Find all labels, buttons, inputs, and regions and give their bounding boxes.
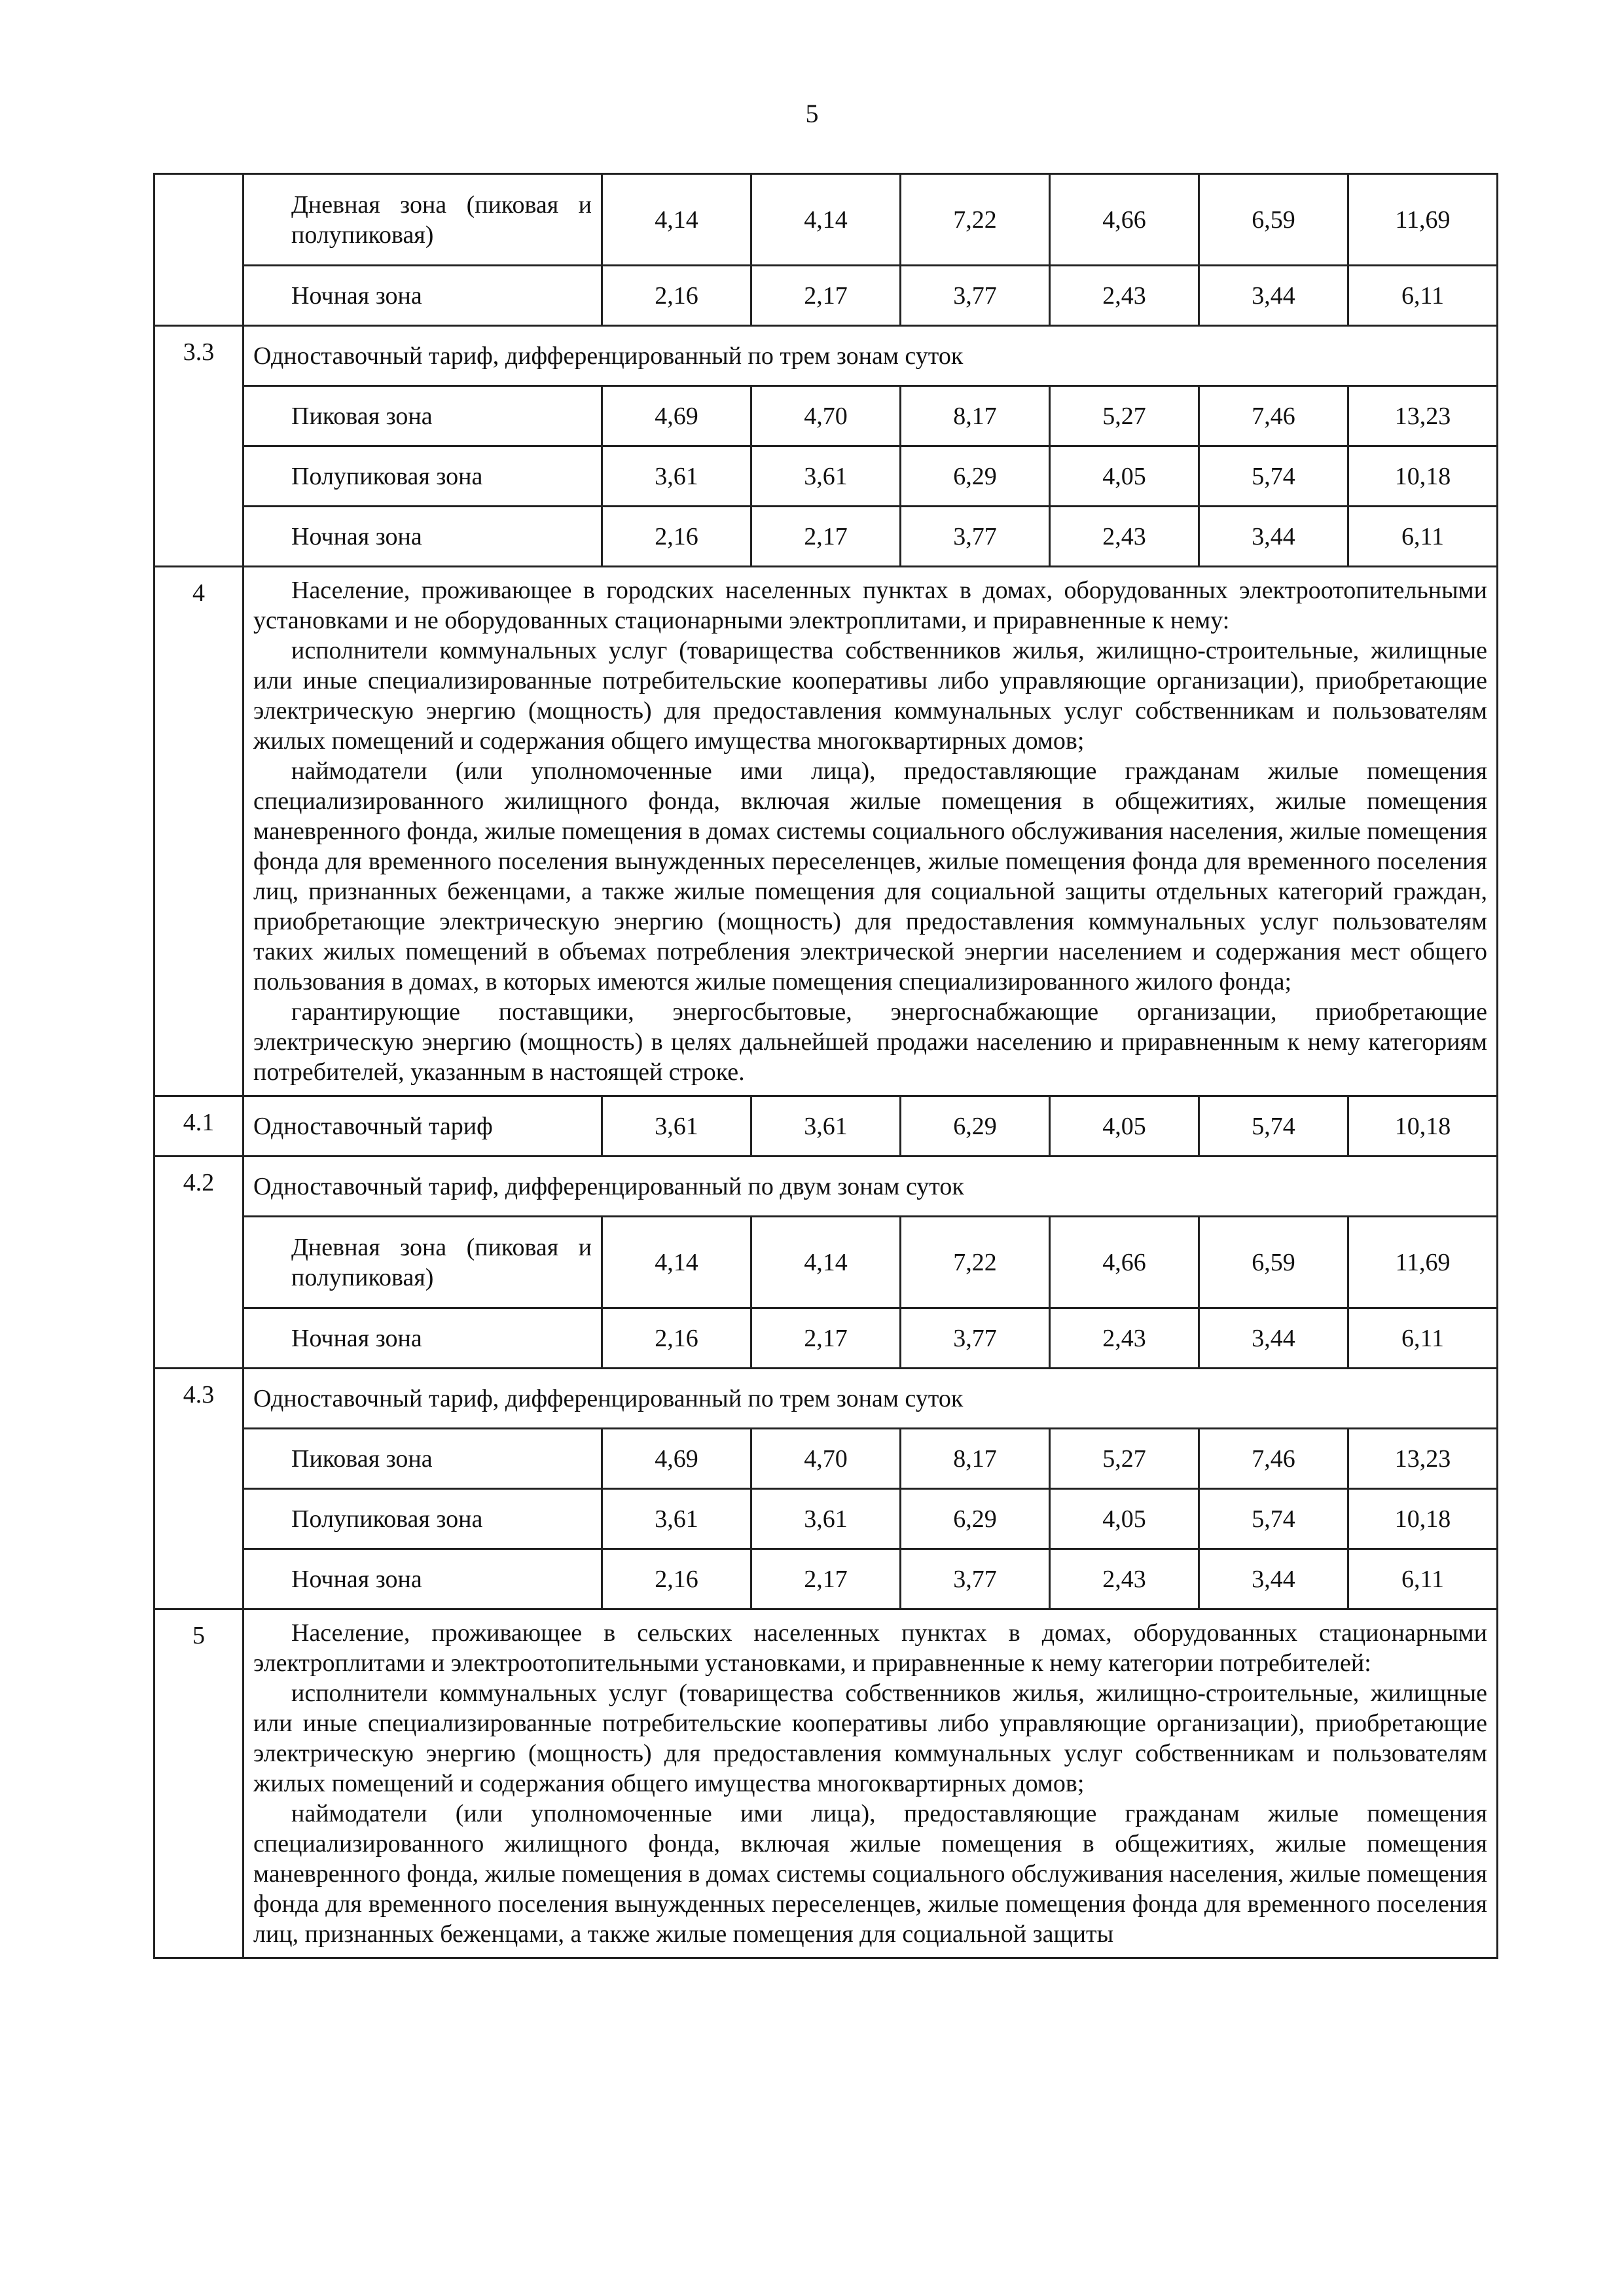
value-cell: 3,44 [1199, 507, 1348, 567]
row-label: Одноставочный тариф [244, 1096, 602, 1157]
row-label: Ночная зона [244, 1549, 602, 1609]
row-number: 4.1 [154, 1096, 244, 1157]
row-label: Дневная зона (пиковая и полупиковая) [244, 174, 602, 266]
value-cell: 2,17 [751, 1549, 901, 1609]
row-label: Пиковая зона [244, 1429, 602, 1489]
value-cell: 4,66 [1050, 174, 1199, 266]
value-cell: 13,23 [1348, 386, 1498, 446]
value-cell: 3,44 [1199, 1549, 1348, 1609]
value-cell: 3,77 [901, 1308, 1050, 1369]
value-cell: 3,77 [901, 507, 1050, 567]
value-cell: 3,61 [602, 446, 751, 507]
table-row [154, 174, 1498, 266]
section-title: Одноставочный тариф, дифференцированный по двум зонам суток [244, 1157, 1498, 1217]
value-cell: 4,05 [1050, 446, 1199, 507]
row-label: Ночная зона [244, 266, 602, 326]
value-cell: 5,74 [1199, 446, 1348, 507]
value-cell: 2,16 [602, 507, 751, 567]
value-cell: 10,18 [1348, 1489, 1498, 1549]
table-row [154, 266, 1498, 326]
value-cell: 7,46 [1199, 386, 1348, 446]
paragraph: гарантирующие поставщики, энергосбытовые, энергоснабжающие организации, приобретающие электрическую энергию (мощность) в целях дальнейшей продажи населению и приравненным к нему категориям потребителей, указанным в настоящей строке. [253, 998, 1487, 1086]
value-cell: 7,46 [1199, 1429, 1348, 1489]
value-cell: 2,43 [1050, 266, 1199, 326]
row-label: Ночная зона [244, 1308, 602, 1369]
value-cell: 11,69 [1348, 1217, 1498, 1308]
value-cell: 2,17 [751, 266, 901, 326]
section-title: Одноставочный тариф, дифференцированный по трем зонам суток [244, 1369, 1498, 1429]
value-cell: 2,43 [1050, 1308, 1199, 1369]
value-cell: 4,66 [1050, 1217, 1199, 1308]
value-cell: 3,77 [901, 266, 1050, 326]
value-cell: 7,22 [901, 174, 1050, 266]
row-number: 4.3 [154, 1369, 244, 1609]
paragraph: исполнители коммунальных услуг (товарищества собственников жилья, жилищно-строительные, жилищные или иные специализированные потребительские кооперативы либо управляющие организации), приобретающие электрическую энергию (мощность) для предоставления коммунальных услуг собственникам и пользователям жилых помещений и содержания общего имущества многоквартирных домов; [253, 1679, 1487, 1797]
value-cell: 4,14 [602, 174, 751, 266]
paragraph: Население, проживающее в сельских населенных пунктах в домах, оборудованных стационарными электроплитами и электроотопительными установками, и приравненные к нему категории потребителей: [253, 1619, 1487, 1677]
category-description [244, 1609, 1498, 1958]
value-cell: 4,05 [1050, 1096, 1199, 1157]
section-title: Одноставочный тариф, дифференцированный по трем зонам суток [244, 326, 1498, 386]
row-label: Ночная зона [244, 507, 602, 567]
paragraph: исполнители коммунальных услуг (товарищества собственников жилья, жилищно-строительные, жилищные или иные специализированные потребительские кооперативы либо управляющие организации), приобретающие электрическую энергию (мощность) для предоставления коммунальных услуг собственникам и пользователям жилых помещений и содержания общего имущества многоквартирных домов; [253, 637, 1487, 755]
paragraph: наймодатели (или уполномоченные ими лица), предоставляющие гражданам жилые помещения специализированного жилищного фонда, включая жилые помещения в общежитиях, жилые помещения маневренного фонда, жилые помещения в домах системы социального обслуживания населения, жилые помещения фонда для временного поселения вынужденных переселенцев, жилые помещения фонда для временного поселения лиц, признанных беженцами, а также жилые помещения для социальной защиты [253, 1800, 1487, 1948]
value-cell: 6,11 [1348, 1549, 1498, 1609]
value-cell: 3,44 [1199, 266, 1348, 326]
row-label: Полупиковая зона [244, 446, 602, 507]
value-cell: 2,43 [1050, 507, 1199, 567]
value-cell: 6,11 [1348, 507, 1498, 567]
table-row [154, 1308, 1498, 1369]
table-row [154, 1096, 1498, 1157]
value-cell: 5,74 [1199, 1096, 1348, 1157]
value-cell: 4,14 [751, 174, 901, 266]
row-number: 5 [154, 1609, 244, 1958]
value-cell: 7,22 [901, 1217, 1050, 1308]
value-cell: 4,69 [602, 1429, 751, 1489]
value-cell: 6,29 [901, 1096, 1050, 1157]
row-label: Полупиковая зона [244, 1489, 602, 1549]
category-description-row [154, 567, 1498, 1096]
value-cell: 10,18 [1348, 1096, 1498, 1157]
table-row [154, 1489, 1498, 1549]
value-cell: 6,11 [1348, 266, 1498, 326]
row-number: 4 [154, 567, 244, 1096]
value-cell: 11,69 [1348, 174, 1498, 266]
section-header-row [154, 326, 1498, 386]
row-label: Пиковая зона [244, 386, 602, 446]
value-cell: 2,17 [751, 507, 901, 567]
value-cell: 3,44 [1199, 1308, 1348, 1369]
value-cell: 2,16 [602, 1308, 751, 1369]
value-cell: 6,59 [1199, 174, 1348, 266]
row-number: 4.2 [154, 1157, 244, 1369]
paragraph: наймодатели (или уполномоченные ими лица), предоставляющие гражданам жилые помещения специализированного жилищного фонда, включая жилые помещения в общежитиях, жилые помещения маневренного фонда, жилые помещения в домах системы социального обслуживания населения, жилые помещения фонда для временного поселения вынужденных переселенцев, жилые помещения фонда для временного поселения лиц, признанных беженцами, а также жилые помещения для социальной защиты отдельных категорий граждан, приобретающие электрическую энергию (мощность) для предоставления коммунальных услуг пользователям таких жилых помещений в объемах потребления электрической энергии населением и содержания мест общего пользования в домах, в которых имеются жилые помещения специализированного жилого фонда; [253, 757, 1487, 996]
value-cell: 6,29 [901, 1489, 1050, 1549]
value-cell: 5,27 [1050, 1429, 1199, 1489]
value-cell: 3,77 [901, 1549, 1050, 1609]
value-cell: 6,59 [1199, 1217, 1348, 1308]
value-cell: 2,17 [751, 1308, 901, 1369]
section-header-row [154, 1369, 1498, 1429]
value-cell: 3,61 [751, 1096, 901, 1157]
value-cell: 4,05 [1050, 1489, 1199, 1549]
value-cell: 4,70 [751, 386, 901, 446]
value-cell: 4,14 [602, 1217, 751, 1308]
value-cell: 4,69 [602, 386, 751, 446]
category-description [244, 567, 1498, 1096]
value-cell: 6,11 [1348, 1308, 1498, 1369]
table-row [154, 1217, 1498, 1308]
section-header-row [154, 1157, 1498, 1217]
tariff-table [153, 173, 1498, 1959]
page-number: 5 [805, 99, 819, 128]
table-row [154, 1429, 1498, 1489]
value-cell: 2,43 [1050, 1549, 1199, 1609]
table-row [154, 446, 1498, 507]
value-cell: 5,74 [1199, 1489, 1348, 1549]
row-number-empty [154, 174, 244, 326]
value-cell: 3,61 [602, 1489, 751, 1549]
value-cell: 8,17 [901, 386, 1050, 446]
value-cell: 4,70 [751, 1429, 901, 1489]
value-cell: 3,61 [751, 446, 901, 507]
value-cell: 3,61 [602, 1096, 751, 1157]
value-cell: 8,17 [901, 1429, 1050, 1489]
table-row [154, 386, 1498, 446]
paragraph: Население, проживающее в городских населенных пунктах в домах, оборудованных электроотопительными установками и не оборудованных стационарными электроплитами, и приравненные к нему: [253, 577, 1487, 634]
table-row [154, 507, 1498, 567]
row-label: Дневная зона (пиковая и полупиковая) [244, 1217, 602, 1308]
value-cell: 5,27 [1050, 386, 1199, 446]
value-cell: 6,29 [901, 446, 1050, 507]
value-cell: 2,16 [602, 1549, 751, 1609]
value-cell: 10,18 [1348, 446, 1498, 507]
value-cell: 2,16 [602, 266, 751, 326]
category-description-row [154, 1609, 1498, 1958]
table-row [154, 1549, 1498, 1609]
value-cell: 13,23 [1348, 1429, 1498, 1489]
value-cell: 4,14 [751, 1217, 901, 1308]
value-cell: 3,61 [751, 1489, 901, 1549]
row-number: 3.3 [154, 326, 244, 567]
